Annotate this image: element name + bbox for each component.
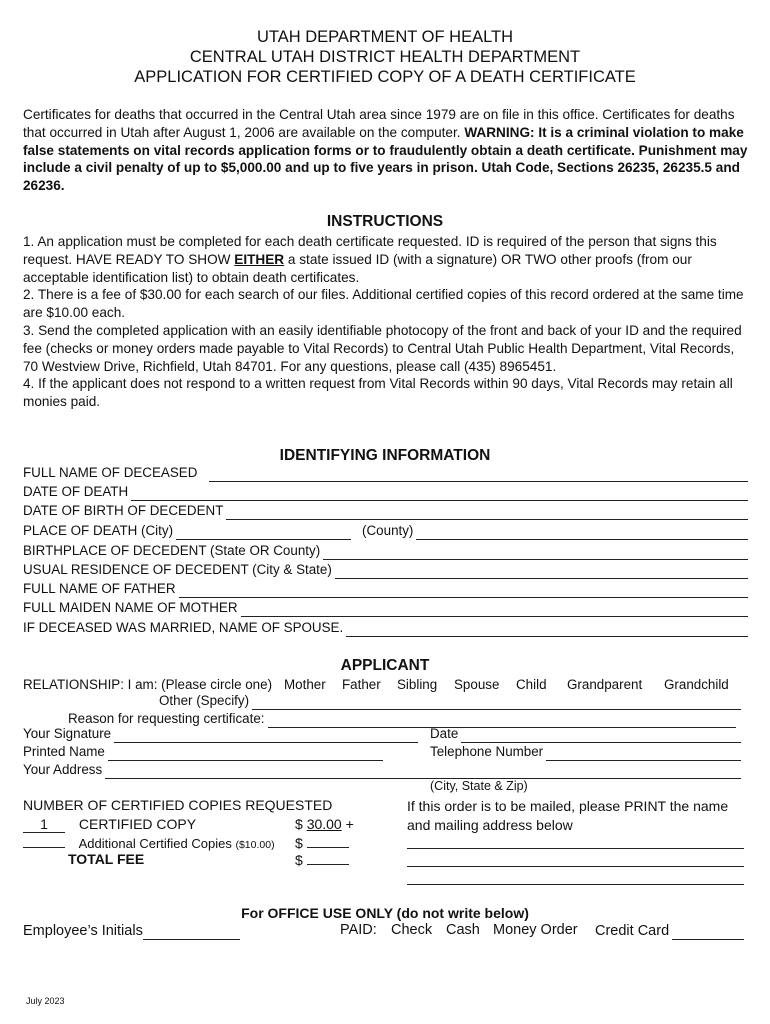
credit-card-field[interactable]: [672, 926, 744, 940]
total-fee-label: TOTAL FEE: [68, 851, 145, 867]
paid-money-order[interactable]: Money Order: [493, 922, 578, 938]
place-of-death-row: [23, 522, 748, 540]
telephone-label: Telephone Number: [430, 744, 544, 759]
residence-label: USUAL RESIDENCE OF DECEDENT (City & State): [23, 562, 332, 577]
dollar-sign-3: $: [295, 852, 303, 868]
city-state-zip-label: (City, State & Zip): [430, 779, 528, 793]
relationship-option-sibling[interactable]: Sibling: [397, 677, 438, 692]
other-specify-field[interactable]: [252, 696, 741, 710]
paid-credit-card[interactable]: Credit Card: [595, 923, 670, 939]
additional-amount-field[interactable]: [307, 834, 349, 848]
additional-amount: [295, 834, 349, 851]
plus-sign: +: [345, 816, 354, 832]
full-name-label: FULL NAME OF DECEASED: [23, 465, 198, 480]
residence-field[interactable]: [335, 565, 748, 579]
dollar-sign-2: $: [295, 835, 303, 851]
applicant-heading: APPLICANT: [340, 657, 430, 674]
telephone-row: [430, 743, 741, 761]
applicant-date-field[interactable]: [461, 729, 741, 743]
signature-label: Your Signature: [23, 726, 112, 741]
birthplace-label: BIRTHPLACE OF DECEDENT (State OR County): [23, 543, 321, 558]
instruction-1-text-b: a state issued ID (with a signature) OR TWO other proofs (from our acceptable identification list) to obtain death certificates.: [23, 251, 692, 285]
paid-check[interactable]: Check: [391, 922, 433, 938]
reason-label: Reason for requesting certificate:: [68, 711, 265, 726]
instruction-1-text-a: 1. An application must be completed for each death certificate requested. ID is required of the person that signs this request. HAVE READY TO SHOW: [23, 234, 717, 267]
relationship-option-grandparent[interactable]: Grandparent: [567, 677, 643, 692]
applicant-date-label: Date: [430, 726, 459, 741]
instruction-1: [23, 233, 748, 286]
full-name-field[interactable]: [209, 468, 748, 482]
address-row: [23, 761, 741, 779]
mailing-line-2[interactable]: [407, 866, 744, 867]
spouse-row: [23, 619, 748, 637]
additional-copies-fee: ($10.00): [235, 839, 275, 851]
either-emphasis: EITHER: [234, 251, 285, 267]
credit-card-row: [595, 922, 744, 940]
total-amount: [295, 851, 349, 868]
paid-label: PAID:: [340, 922, 377, 938]
instruction-2: 2. There is a fee of $30.00 for each search of our files. Additional certified copies of this record ordered at the same time are $10.00 each.: [23, 287, 744, 321]
signature-row: [23, 725, 418, 743]
certified-copy-label: CERTIFIED COPY: [78, 816, 197, 832]
father-row: [23, 580, 748, 598]
address-label: Your Address: [23, 762, 103, 777]
address-field[interactable]: [105, 765, 741, 779]
birthplace-row: [23, 542, 748, 560]
date-of-birth-field[interactable]: [226, 506, 748, 520]
father-field[interactable]: [179, 584, 748, 598]
printed-name-label: Printed Name: [23, 744, 105, 759]
relationship-option-spouse[interactable]: Spouse: [454, 677, 500, 692]
relationship-option-grandchild[interactable]: Grandchild: [664, 677, 729, 692]
office-use-heading: For OFFICE USE ONLY (do not write below): [241, 905, 529, 921]
additional-copies-line: [23, 834, 275, 851]
mother-label: FULL MAIDEN NAME OF MOTHER: [23, 600, 238, 615]
footer-date: July 2023: [26, 996, 65, 1006]
instruction-4: 4. If the applicant does not respond to a written request from Vital Records within 90 days, Vital Records may retain all monies paid.: [23, 376, 733, 410]
mother-field[interactable]: [241, 603, 748, 617]
certified-copy-fee: 30.00: [306, 816, 342, 832]
instructions-list: [23, 233, 748, 411]
full-name-row: [23, 464, 748, 482]
relationship-option-father[interactable]: Father: [342, 677, 381, 692]
county-field[interactable]: [416, 526, 748, 540]
mother-row: [23, 599, 748, 617]
date-of-death-label: DATE OF DEATH: [23, 484, 129, 499]
certified-copy-line: [23, 816, 196, 833]
telephone-field[interactable]: [546, 747, 741, 761]
instructions-heading: INSTRUCTIONS: [326, 213, 444, 230]
copies-heading: NUMBER OF CERTIFIED COPIES REQUESTED: [23, 797, 333, 813]
place-city-field[interactable]: [176, 526, 351, 540]
initials-label: Employee’s Initials: [23, 923, 143, 939]
additional-quantity-field[interactable]: [23, 834, 65, 848]
signature-field[interactable]: [114, 729, 418, 743]
intro-paragraph: [23, 106, 748, 195]
printed-name-field[interactable]: [108, 747, 383, 761]
header-line-3: APPLICATION FOR CERTIFIED COPY OF A DEATH CERTIFICATE: [134, 68, 636, 86]
printed-name-row: [23, 743, 383, 761]
relationship-option-child[interactable]: Child: [516, 677, 547, 692]
mailing-line-3[interactable]: [407, 884, 744, 885]
dollar-sign-1: $: [295, 816, 303, 832]
relationship-option-mother[interactable]: Mother: [284, 677, 326, 692]
warning-text: WARNING: It is a criminal violation to make false statements on vital records application forms or to fraudulently obtain a death certificate. Punishment may include a civil penalty of up to $5,000.00 and up to five years in prison. Utah Code, Sections 26235, 26235.5 and 26236.: [23, 124, 748, 194]
additional-copies-label: Additional Certified Copies: [78, 836, 232, 851]
header-line-2: CENTRAL UTAH DISTRICT HEALTH DEPARTMENT: [189, 48, 581, 66]
residence-row: [23, 561, 748, 579]
mailing-instructions: If this order is to be mailed, please PRINT the name and mailing address below: [407, 798, 729, 833]
birthplace-field[interactable]: [323, 546, 748, 560]
initials-row: [23, 922, 240, 940]
mailing-line-1[interactable]: [407, 848, 744, 849]
other-specify-label: Other (Specify): [159, 693, 250, 708]
date-of-birth-label: DATE OF BIRTH OF DECEDENT: [23, 503, 224, 518]
certified-copy-amount: [295, 816, 354, 832]
spouse-field[interactable]: [346, 623, 748, 637]
initials-field[interactable]: [143, 926, 240, 940]
identifying-heading: IDENTIFYING INFORMATION: [279, 447, 491, 464]
spouse-label: IF DECEASED WAS MARRIED, NAME OF SPOUSE.: [23, 620, 344, 635]
place-city-label: PLACE OF DEATH (City): [23, 523, 174, 538]
intro-text: Certificates for deaths that occurred in the Central Utah area since 1979 are on file in this office. Certificates for deaths that occurred in Utah after August 1, 2006 are available on the computer.: [23, 107, 735, 140]
date-of-birth-row: [23, 502, 748, 520]
total-fee-field[interactable]: [307, 851, 349, 865]
date-row: [430, 725, 741, 743]
date-of-death-row: [23, 483, 748, 501]
instruction-3: 3. Send the completed application with an easily identifiable photocopy of the front and back of your ID and the required fee (checks or money orders made payable to Vital Records) to Central Utah Public Health Department, Vital Records, 70 Westview Drive, Richfield, Utah 84701. For any questions, please call (435) 8965451.: [23, 322, 742, 374]
copy-quantity-field[interactable]: 1: [23, 816, 65, 833]
paid-cash[interactable]: Cash: [446, 922, 480, 938]
other-specify-row: [159, 692, 741, 710]
date-of-death-field[interactable]: [131, 487, 748, 501]
father-label: FULL NAME OF FATHER: [23, 581, 176, 596]
header-line-1: UTAH DEPARTMENT OF HEALTH: [256, 28, 514, 46]
relationship-label: RELATIONSHIP: I am: (Please circle one): [23, 677, 273, 692]
county-label: (County): [362, 523, 414, 538]
